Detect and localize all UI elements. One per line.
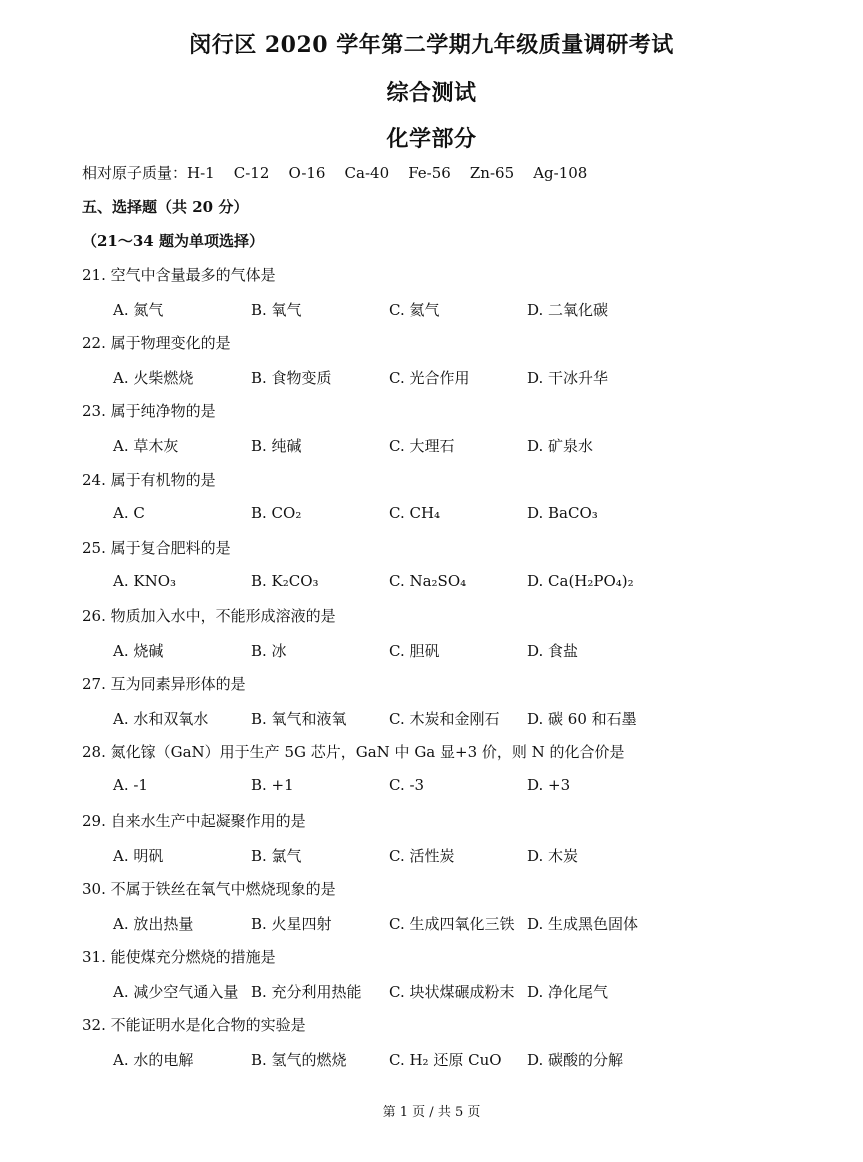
option-b: B. 冰 — [251, 642, 287, 660]
question-stem: 25. 属于复合肥料的是 — [82, 538, 231, 557]
option-d: D. 干冰升华 — [527, 369, 609, 388]
option-a: A. 水和双氧水 — [113, 710, 209, 729]
option-a: A. 草木灰 — [113, 437, 179, 456]
option-a: A. 氮气 — [113, 301, 164, 319]
option-row — [0, 640, 863, 662]
option-d: D. 净化尾气 — [527, 983, 609, 1001]
option-row — [0, 435, 863, 457]
question-stem: 21. 空气中含量最多的气体是 — [82, 266, 276, 284]
option-a: A. 明矾 — [113, 846, 164, 865]
option-d: D. 二氧化碳 — [527, 301, 609, 319]
option-d: D. 碳 60 和石墨 — [527, 710, 637, 729]
part-heading: 五、选择题（共 20 分） — [82, 198, 249, 216]
section-title: 化学部分 — [386, 126, 477, 152]
question-stem: 28. 氮化镓（GaN）用于生产 5G 芯片，GaN 中 Ga 显+3 价，则 N 的化合价是 — [82, 743, 625, 762]
option-a: A. 放出热量 — [113, 914, 194, 933]
question-stem: 24. 属于有机物的是 — [82, 470, 216, 489]
atomic-masses: 相对原子质量：H-1 C-12 O-16 Ca-40 Fe-56 Zn-65 Ag-108 — [82, 164, 588, 182]
option-c: C. H₂ 还原 CuO — [389, 1051, 502, 1070]
option-a: A. KNO₃ — [113, 571, 177, 590]
question-stem: 22. 属于物理变化的是 — [82, 334, 231, 353]
option-row — [0, 981, 863, 1003]
option-row — [0, 913, 863, 935]
part-note: （21～34 题为单项选择） — [82, 232, 264, 250]
option-c: C. 生成四氧化三铁 — [389, 914, 515, 933]
page-footer: 第 1 页 / 共 5 页 — [382, 1105, 481, 1120]
option-row — [0, 299, 863, 321]
option-c: C. 块状煤碾成粉末 — [389, 983, 515, 1001]
option-c: C. -3 — [389, 776, 425, 795]
question-stem: 31. 能使煤充分燃烧的措施是 — [82, 948, 276, 966]
option-row — [0, 504, 863, 526]
question-stem: 30. 不属于铁丝在氧气中燃烧现象的是 — [82, 879, 336, 898]
question-stem: 23. 属于纯净物的是 — [82, 402, 216, 421]
option-row — [0, 845, 863, 867]
option-c: C. Na₂SO₄ — [389, 571, 467, 590]
question-stem: 29. 自来水生产中起凝聚作用的是 — [82, 811, 306, 830]
option-b: B. 氢气的燃烧 — [251, 1051, 347, 1070]
option-a: A. 水的电解 — [113, 1051, 194, 1070]
option-b: B. 氧气和液氧 — [251, 710, 347, 729]
option-d: D. BaCO₃ — [527, 503, 598, 522]
option-c: C. 光合作用 — [389, 369, 470, 388]
option-d: D. Ca(H₂PO₄)₂ — [527, 571, 634, 590]
option-c: C. 胆矾 — [389, 642, 440, 660]
option-b: B. K₂CO₃ — [251, 571, 319, 590]
option-b: B. 氯气 — [251, 846, 302, 865]
option-a: A. -1 — [113, 776, 148, 795]
option-d: D. 碳酸的分解 — [527, 1051, 624, 1070]
question-stem: 32. 不能证明水是化合物的实验是 — [82, 1016, 306, 1035]
option-c: C. CH₄ — [389, 503, 441, 522]
option-row — [0, 1049, 863, 1071]
option-c: C. 木炭和金刚石 — [389, 710, 500, 729]
option-c: C. 活性炭 — [389, 846, 455, 865]
option-c: C. 大理石 — [389, 437, 455, 456]
option-row — [0, 572, 863, 594]
option-b: B. 氧气 — [251, 301, 302, 319]
exam-subtitle: 综合测试 — [386, 80, 477, 106]
option-b: B. 充分利用热能 — [251, 983, 362, 1001]
option-d: D. 矿泉水 — [527, 437, 594, 456]
exam-title: 闵行区 2020 学年第二学期九年级质量调研考试 — [189, 32, 674, 58]
option-d: D. 木炭 — [527, 846, 579, 865]
option-d: D. 食盐 — [527, 642, 579, 660]
option-row — [0, 367, 863, 389]
option-a: A. 减少空气通入量 — [113, 983, 239, 1001]
question-stem: 27. 互为同素异形体的是 — [82, 675, 246, 694]
question-stem: 26. 物质加入水中，不能形成溶液的是 — [82, 607, 336, 625]
option-row — [0, 708, 863, 730]
option-b: B. 食物变质 — [251, 369, 332, 388]
option-b: B. +1 — [251, 776, 294, 795]
option-d: D. 生成黑色固体 — [527, 914, 639, 933]
option-a: A. C — [113, 503, 145, 522]
option-a: A. 火柴燃烧 — [113, 369, 194, 388]
option-b: B. CO₂ — [251, 503, 302, 522]
option-b: B. 纯碱 — [251, 437, 302, 456]
option-c: C. 氦气 — [389, 301, 440, 319]
option-row — [0, 776, 863, 798]
option-b: B. 火星四射 — [251, 914, 332, 933]
option-a: A. 烧碱 — [113, 642, 164, 660]
option-d: D. +3 — [527, 776, 571, 795]
